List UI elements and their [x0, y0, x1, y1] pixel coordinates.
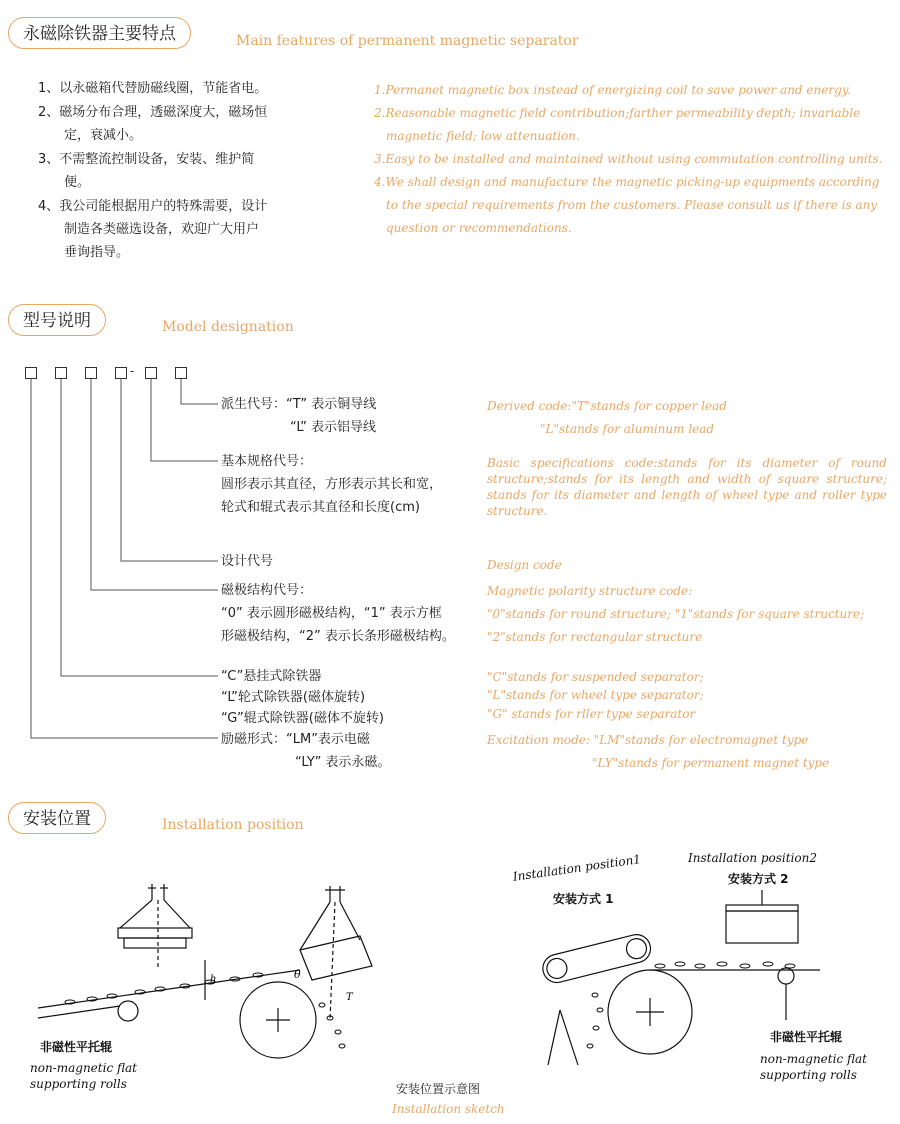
- feature-en-line: question or recommendations.: [386, 221, 572, 235]
- feature-cn-line: 便。: [64, 175, 91, 190]
- pole-en-1: Magnetic polarity structure code:: [487, 584, 693, 598]
- position-1-separator: [540, 932, 654, 986]
- feature-cn-line: 垂询指导。: [64, 245, 130, 260]
- magnet-1-body: [124, 938, 186, 948]
- derived-en-2: "L"stands for aluminum lead: [540, 422, 715, 436]
- pole-en-3: "2"stands for rectangular structure: [487, 630, 703, 644]
- basic-cn-1: 基本规格代号：: [221, 454, 313, 469]
- position-2-top: [726, 905, 798, 911]
- feature-en-line: to the special requirements from the customers. Please consult us if there is any: [386, 198, 878, 212]
- belt-lower-line: [38, 1006, 120, 1018]
- connector-excitation: [31, 379, 218, 738]
- derived-cn-2: “L” 表示铝导线: [290, 420, 377, 435]
- pole-cn-2: “0” 表示圆形磁极结构，“1” 表示方框: [221, 606, 442, 621]
- install-title-en: Installation position: [162, 817, 304, 833]
- basic-cn-3: 轮式和辊式表示其直径和长度(cm): [221, 500, 420, 515]
- feature-cn-line: 2、磁场分布合理，透磁深度大，磁场恒: [38, 105, 268, 120]
- features-title-cn: 永磁除铁器主要特点: [23, 24, 176, 44]
- install-title-cn: 安装位置: [23, 809, 91, 829]
- feature-cn-line: 制造各类磁选设备，欢迎广大用户: [64, 222, 260, 237]
- belt-top-line: [38, 970, 300, 1008]
- features-title-en: Main features of permanent magnetic separator: [236, 33, 579, 49]
- model-title-en: Model designation: [162, 319, 294, 335]
- connector-design: [121, 379, 218, 561]
- excit-cn-1: 励磁形式：“LM”表示电磁: [221, 732, 370, 747]
- feature-cn-line: 1、以永磁箱代替励磁线圈，节能省电。: [38, 81, 268, 96]
- connector-pole: [91, 379, 218, 590]
- pole-en-2: "0"stands for round structure; "1"stands for square structure;: [487, 607, 865, 621]
- feature-cn-line: 3、不需整流控制设备，安装、维护简: [38, 152, 255, 167]
- code-dash: -: [130, 364, 135, 378]
- type-cn-1: “C”悬挂式除铁器: [221, 669, 322, 684]
- falling-material: [319, 1003, 345, 1048]
- excit-en-1: Excitation mode: "LM"stands for electromagnet type: [487, 733, 809, 747]
- left-support-roll: [118, 1001, 138, 1021]
- left-roll-cn: 非磁性平托辊: [40, 1040, 113, 1054]
- feature-cn-line: 4、我公司能根据用户的特殊需要，设计: [38, 199, 268, 214]
- discharge-material: [587, 993, 603, 1048]
- type-cn-2: “L”轮式除铁器(磁体旋转): [221, 690, 366, 705]
- angle-label: θ: [294, 968, 301, 981]
- dim-t-label: T: [346, 992, 353, 1003]
- type-cn-3: “G”辊式除铁器(磁体不旋转): [221, 711, 384, 726]
- connector-derived: [181, 379, 218, 404]
- derived-cn-1: 派生代号：“T” 表示铜导线: [221, 397, 377, 412]
- pos2-cn: 安装方式 2: [728, 872, 789, 886]
- position-2-box: [726, 911, 798, 943]
- basic-cn-2: 圆形表示其直径，方形表示其长和宽，: [221, 477, 443, 492]
- connector-type: [61, 379, 218, 676]
- type-en-2: "L"stands for wheel type separator;: [487, 688, 704, 702]
- model-title-cn: 型号说明: [23, 311, 91, 331]
- excit-en-2: "LY"stands for permanent magnet type: [592, 756, 830, 770]
- right-belt-material: [655, 962, 795, 968]
- dim-h-label: h: [210, 974, 217, 985]
- feature-en-line: magnetic field; low attenuation.: [386, 129, 580, 143]
- design-cn: 设计代号: [221, 554, 274, 569]
- excit-cn-2: “LY” 表示永磁。: [295, 755, 391, 770]
- basic-en: Basic specifications code:stands for its diameter of round structure;stands for its length and width of square structure; stands for its diameter and length of wheel type and roller type structure.: [487, 456, 887, 518]
- pos1-en: Installation position1: [512, 852, 642, 884]
- type-en-3: "G" stands for rller type separator: [487, 707, 696, 721]
- pos2-en: Installation position2: [688, 851, 818, 865]
- magnet-1-top: [118, 928, 192, 938]
- feature-en-line: 2.Reasonable magnetic field contribution;farther permeability depth; invariable: [374, 106, 861, 120]
- connector-basic: [151, 379, 218, 461]
- type-en-1: "C"stands for suspended separator;: [487, 670, 704, 684]
- install-title-pill: [8, 802, 106, 834]
- feature-en-line: 4.We shall design and manufacture the magnetic picking-up equipments according: [374, 175, 880, 189]
- derived-en-1: Derived code:"T"stands for copper lead: [487, 399, 727, 413]
- feature-en-line: 1.Permanet magnetic box instead of energizing coil to save power and energy.: [374, 83, 851, 97]
- pole-cn-1: 磁极结构代号：: [221, 583, 313, 598]
- right-roll-en-1: non-magnetic flat: [760, 1052, 867, 1066]
- right-roll-en-2: supporting rolls: [760, 1068, 857, 1082]
- feature-en-line: 3.Easy to be installed and maintained without using commutation controlling units.: [374, 152, 883, 166]
- magnet-2-body: [300, 936, 372, 980]
- pos1-cn: 安装方式 1: [553, 892, 614, 906]
- design-en: Design code: [487, 558, 562, 572]
- sketch-caption-cn: 安装位置示意图: [396, 1082, 481, 1096]
- pole-cn-3: 形磁极结构，“2” 表示长条形磁极结构。: [221, 629, 455, 644]
- sketch-caption-en: Installation sketch: [392, 1102, 505, 1116]
- right-roll-cn: 非磁性平托辊: [770, 1030, 843, 1044]
- left-roll-en-1: non-magnetic flat: [30, 1061, 137, 1075]
- left-roll-en-2: supporting rolls: [30, 1077, 127, 1091]
- feature-cn-line: 定，衰减小。: [64, 128, 143, 143]
